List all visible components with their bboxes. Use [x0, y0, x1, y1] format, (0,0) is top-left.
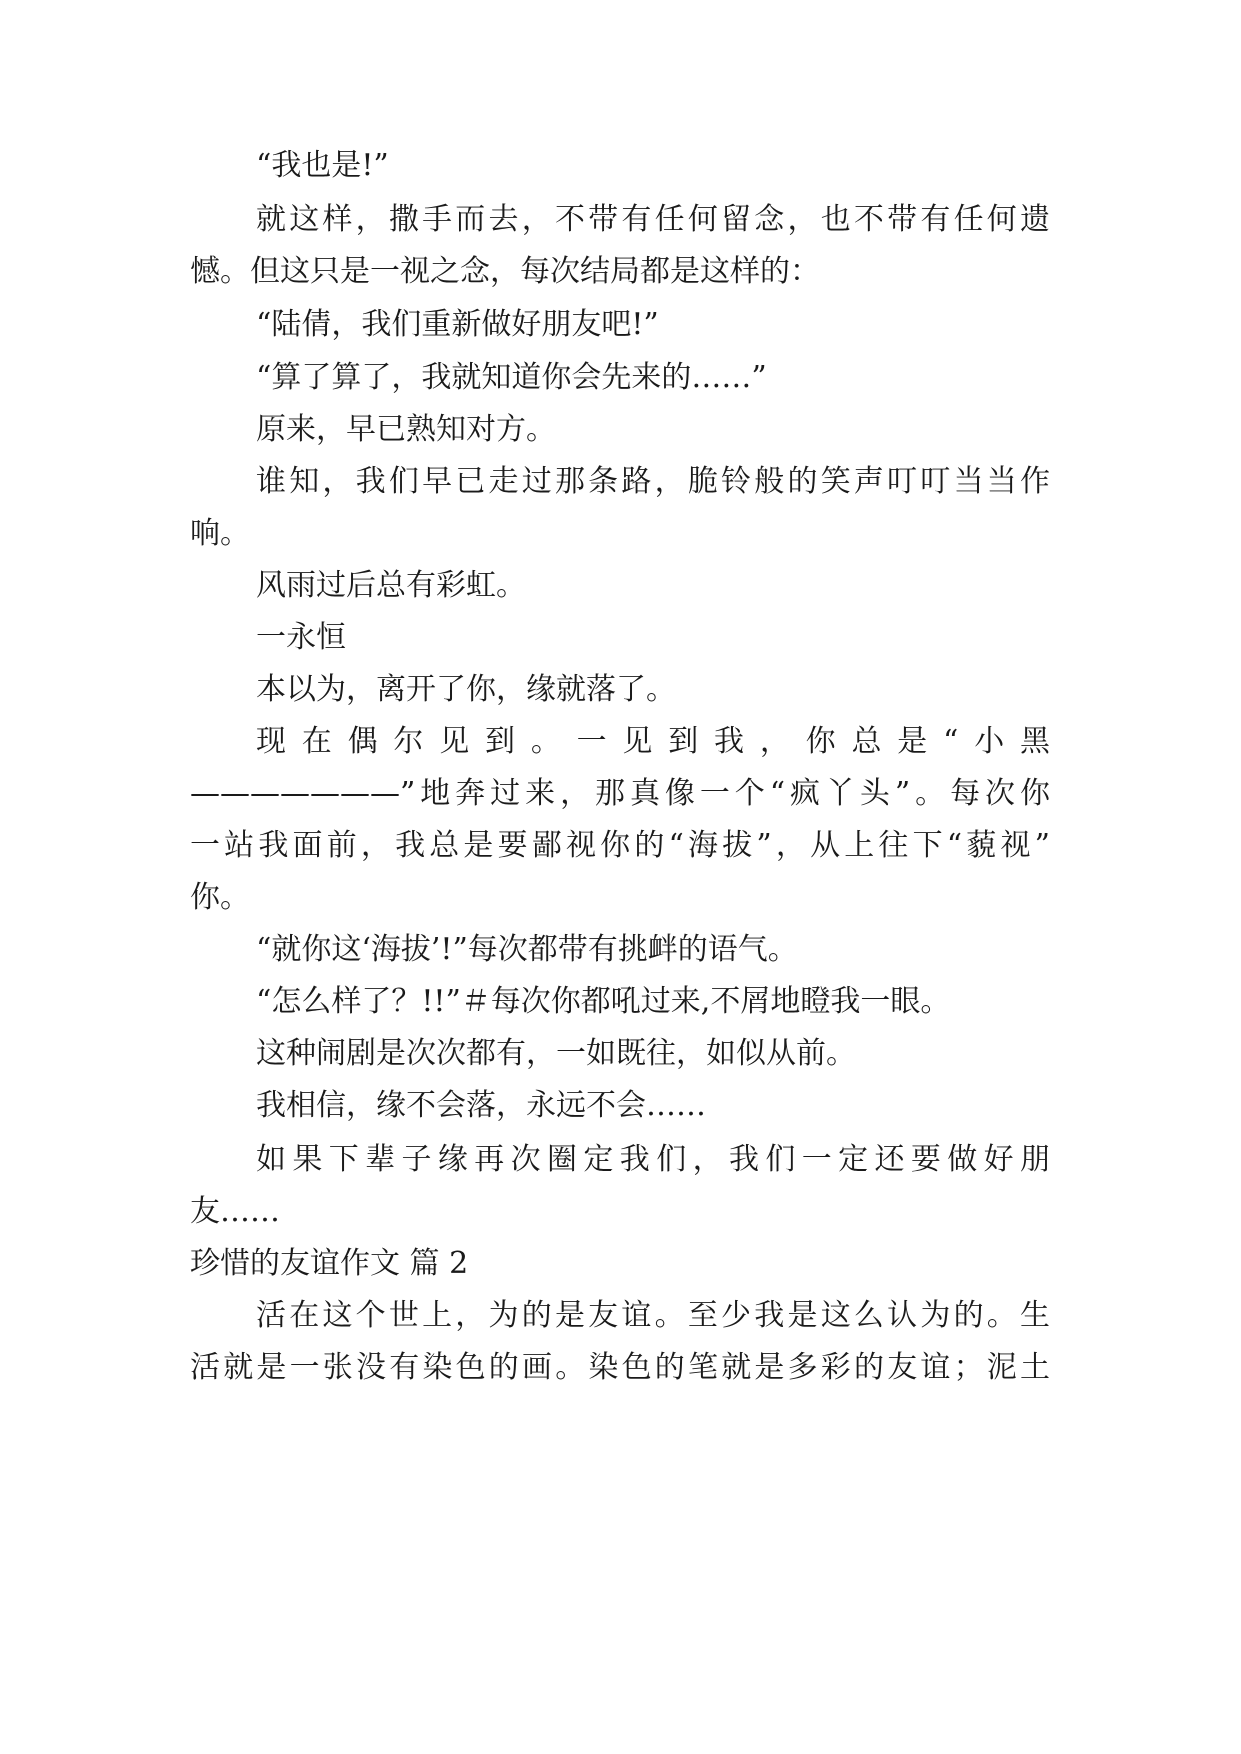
paragraph-line: “怎么样了？!!”＃每次你都吼过来,不屑地瞪我一眼。 — [256, 984, 951, 1019]
article-heading: 珍惜的友谊作文 篇 2 — [190, 1246, 469, 1281]
paragraph-line: 谁知，我们早已走过那条路，脆铃般的笑声叮叮当当作 — [256, 464, 1050, 499]
section-heading: 一永恒 — [256, 620, 346, 655]
paragraph-line: 这种闹剧是次次都有，一如既往，如似从前。 — [256, 1036, 856, 1071]
paragraph-line: 一站我面前，我总是要鄙视你的“海拔”，从上往下“藐视” — [190, 828, 1050, 863]
paragraph-line: “陆倩，我们重新做好朋友吧!” — [256, 307, 659, 342]
paragraph-line: 如果下辈子缘再次圈定我们，我们一定还要做好朋 — [256, 1142, 1050, 1177]
paragraph-line: “就你这‘海拔’!”每次都带有挑衅的语气。 — [256, 932, 798, 967]
paragraph-line: ———————”地奔过来，那真像一个“疯丫头”。每次你 — [190, 776, 1050, 811]
paragraph-line: 现在偶尔见到。一见到我，你总是“小黑 — [256, 724, 1050, 759]
paragraph-line: 响。 — [190, 516, 250, 551]
paragraph-line: 活就是一张没有染色的画。染色的笔就是多彩的友谊；泥土 — [190, 1350, 1050, 1385]
paragraph-line: 我相信，缘不会落，永远不会…… — [256, 1088, 706, 1123]
paragraph-line: 本以为，离开了你，缘就落了。 — [256, 672, 676, 707]
paragraph-line: 风雨过后总有彩虹。 — [256, 568, 526, 603]
paragraph-line: 原来，早已熟知对方。 — [256, 412, 556, 447]
paragraph-line: 活在这个世上，为的是友谊。至少我是这么认为的。生 — [256, 1298, 1050, 1333]
paragraph-line: 友…… — [190, 1194, 280, 1229]
paragraph-line: “算了算了，我就知道你会先来的……” — [256, 360, 767, 395]
paragraph-line: “我也是!” — [256, 148, 389, 183]
paragraph-line: 你。 — [190, 880, 250, 915]
paragraph-line: 憾。但这只是一视之念，每次结局都是这样的： — [190, 254, 820, 289]
paragraph-line: 就这样，撒手而去，不带有任何留念，也不带有任何遗 — [256, 202, 1050, 237]
